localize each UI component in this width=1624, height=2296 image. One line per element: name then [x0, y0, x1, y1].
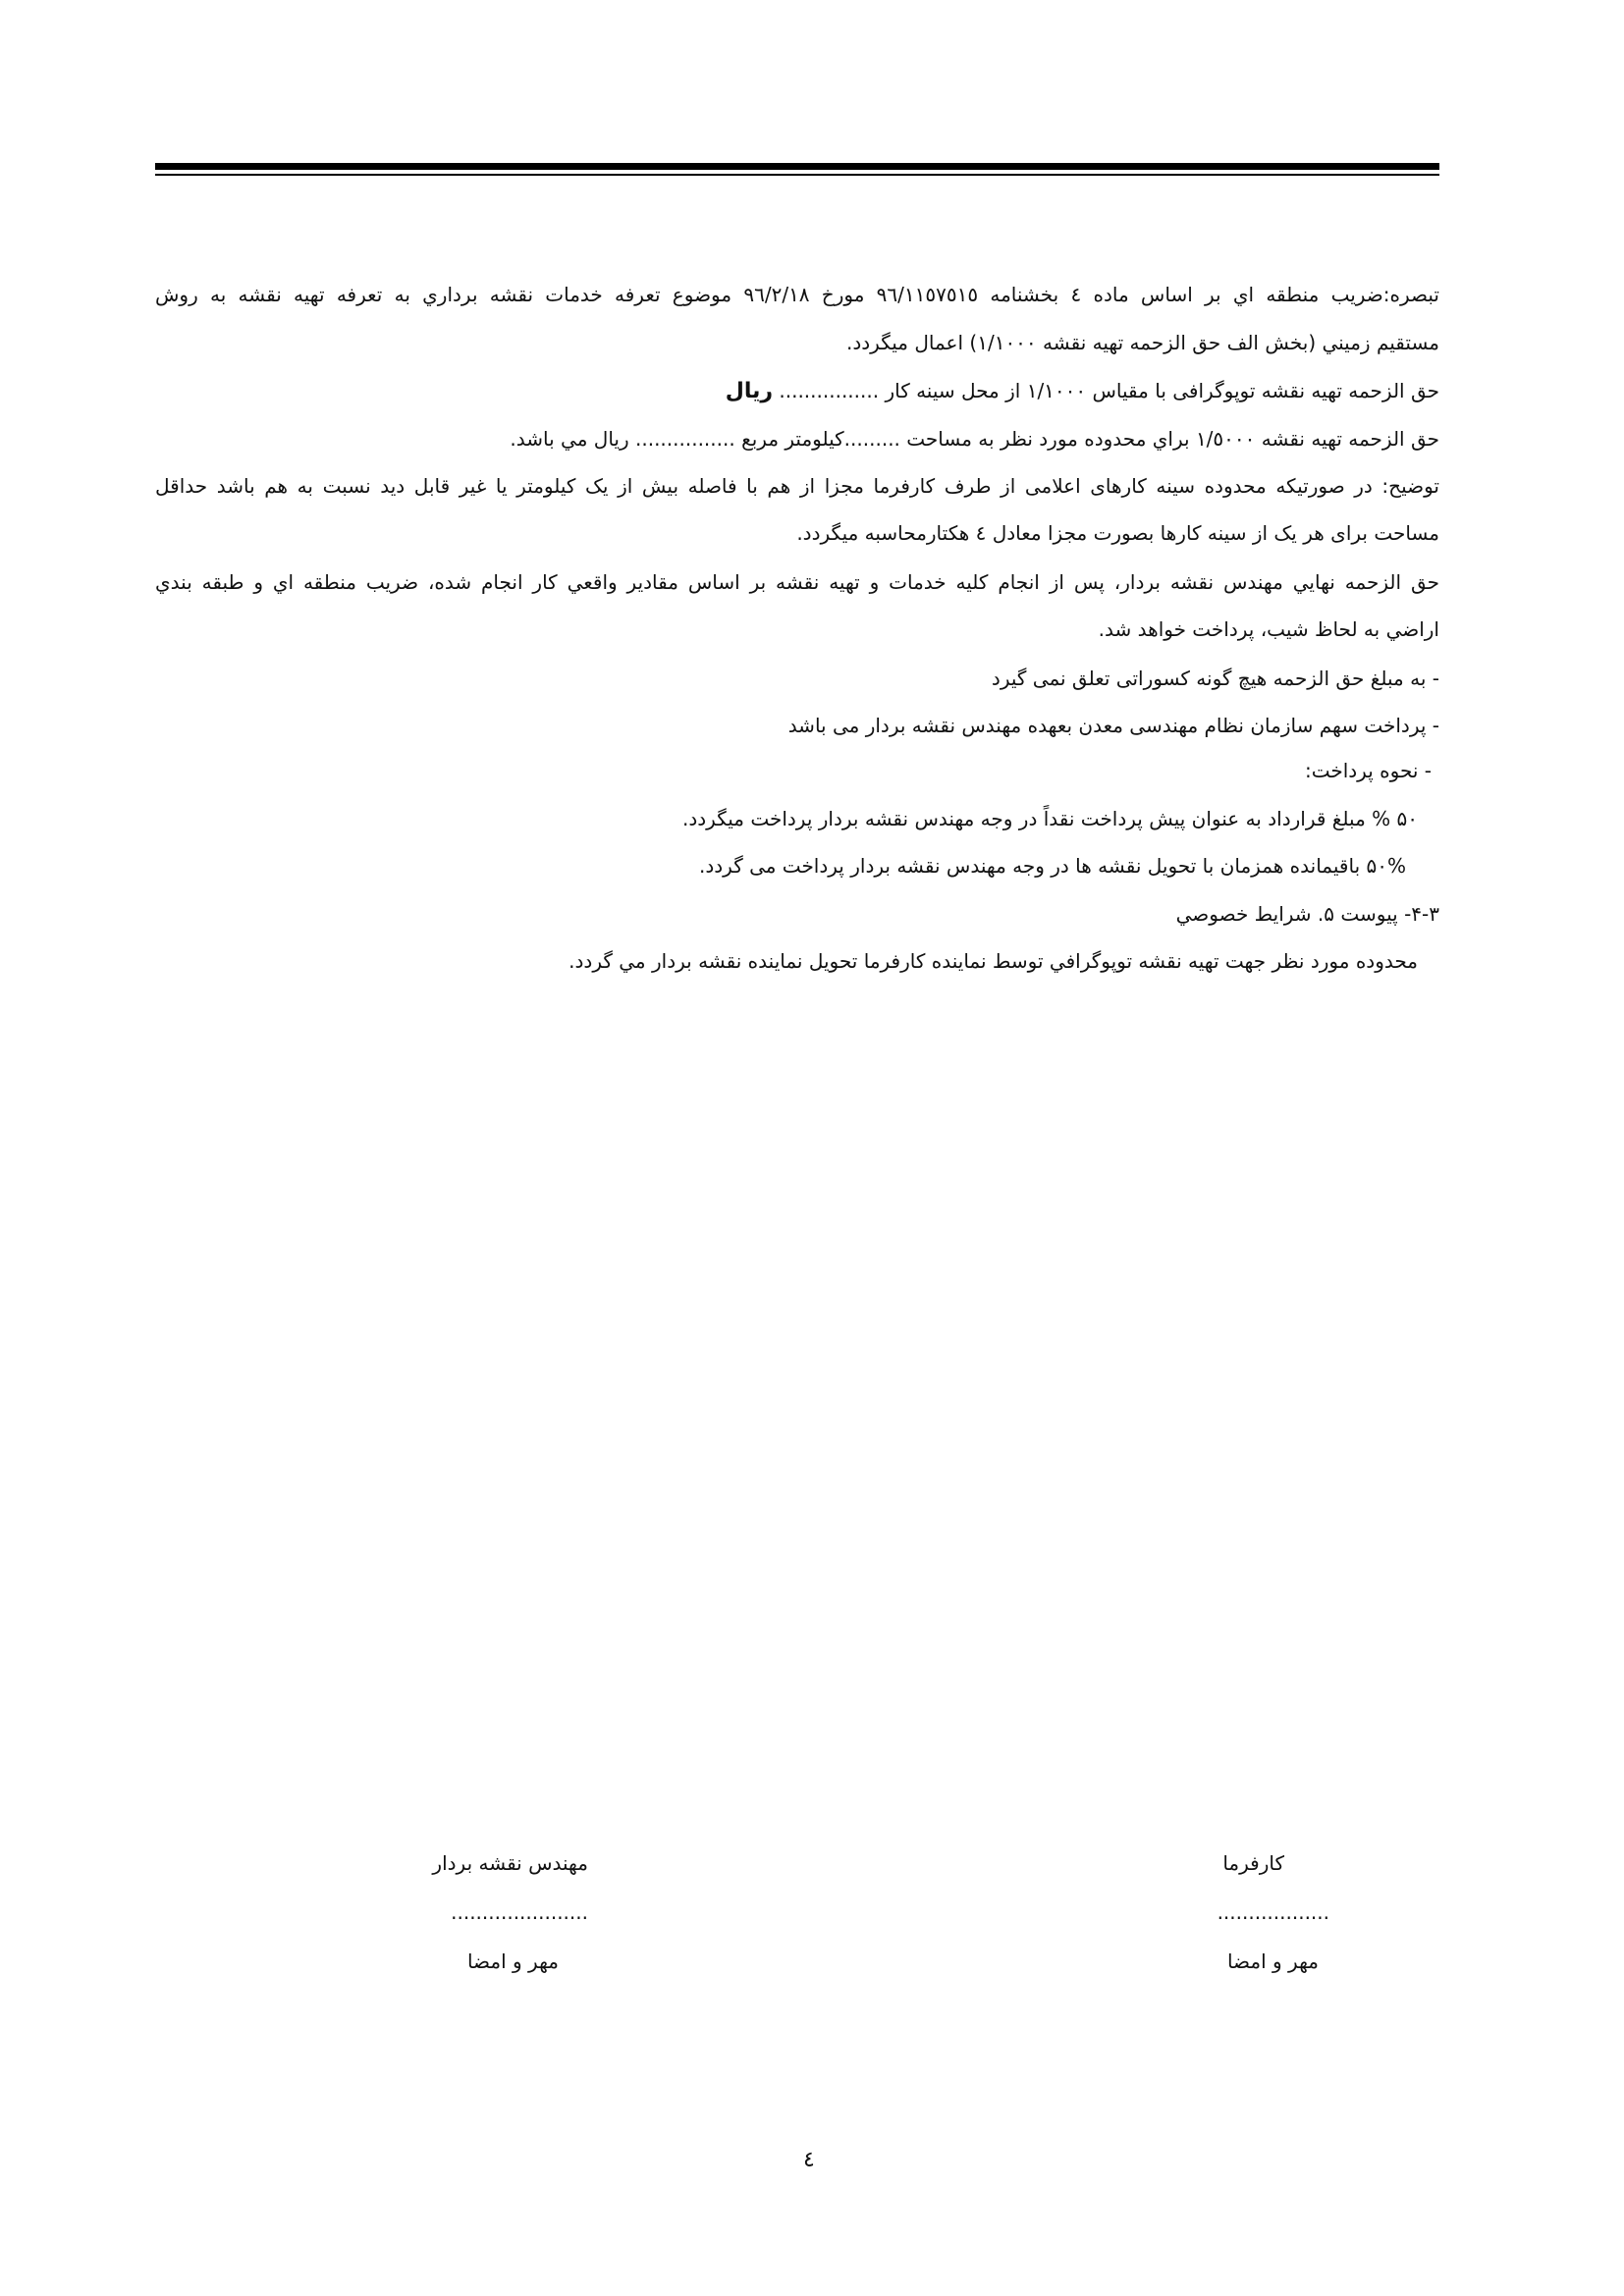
page-number: ٤	[803, 2148, 815, 2172]
section-text: محدوده مورد نظر جهت تهيه نقشه توپوگرافي توسط نماينده كارفرما تحويل نماينده نقشه بردار مي گردد.	[568, 949, 1418, 973]
note-line: مستقيم زميني (بخش الف حق الزحمه تهيه نقشه ١/١٠٠٠) اعمال ميگردد.	[846, 331, 1439, 354]
explanation-line: مساحت برای هر یک از سینه کارها بصورت مجزا معادل ٤ هکتارمحاسبه میگردد.	[796, 521, 1439, 545]
header-rule-thick	[155, 163, 1439, 170]
note-line: تبصره:ضريب منطقه اي بر اساس ماده ٤ بخشنامه ٩٦/١١٥٧٥١٥ مورخ ٩٦/٢/١٨ موضوع تعرفه خدمات نقشه برداري به تعرفه تهيه نقشه به روش	[155, 283, 1439, 306]
fee-1000-line	[726, 376, 1439, 406]
final-fee-line: حق الزحمه نهايي مهندس نقشه بردار، پس از انجام كليه خدمات و تهيه نقشه بر اساس مقادير واقعي كار انجام شده، ضريب منطقه اي و طبقه بندي	[155, 570, 1439, 594]
payment-item: ۵۰ % مبلغ قرارداد به عنوان پیش پرداخت نقداً در وجه مهندس نقشه بردار پرداخت میگردد.	[681, 807, 1418, 830]
surveyor-title: مهندس نقشه بردار	[432, 1851, 588, 1875]
fee-5000-line: حق الزحمه تهيه نقشه ١/٥٠٠٠ براي محدوده مورد نظر به مساحت .........كيلومتر مربع ................ ريال مي باشد.	[510, 427, 1439, 451]
payment-item: ۵۰% باقیمانده همزمان با تحویل نقشه ها در وجه مهندس نقشه بردار پرداخت می گردد.	[698, 854, 1406, 878]
header-rule-thin	[155, 174, 1439, 176]
fee-1000-text: حق الزحمه تهيه نقشه توپوگرافی با مقياس ١/١٠٠٠ از محل سينه كار ................	[779, 379, 1439, 402]
bullet-item: - به مبلغ حق الزحمه هیچ گونه کسوراتی تعلق نمی گیرد	[991, 667, 1439, 690]
client-title: كارفرما	[1222, 1851, 1284, 1875]
surveyor-seal-label: مهر و امضا	[466, 1949, 559, 1973]
section-heading: ۴-۳- پیوست ۵. شرایط خصوصي	[1175, 902, 1439, 926]
bullet-item: - پرداخت سهم سازمان نظام مهندسی معدن بعهده مهندس نقشه بردار می باشد	[787, 714, 1439, 737]
client-signature-line: ..................	[1217, 1900, 1329, 1924]
final-fee-line: اراضي به لحاظ شيب، پرداخت خواهد شد.	[1098, 617, 1439, 641]
explanation-line: توضیح: در صورتیکه محدوده سینه کارهای اعلامی از طرف کارفرما مجزا از هم با فاصله بیش از یک کیلومتر یا غیر قابل دید نسبت به هم باشد حداقل	[155, 474, 1439, 498]
client-seal-label: مهر و امضا	[1226, 1949, 1319, 1973]
rial-label: ريال	[725, 379, 774, 403]
surveyor-signature-line: ......................	[451, 1900, 588, 1924]
payment-heading: - نحوه پرداخت:	[1304, 759, 1432, 782]
